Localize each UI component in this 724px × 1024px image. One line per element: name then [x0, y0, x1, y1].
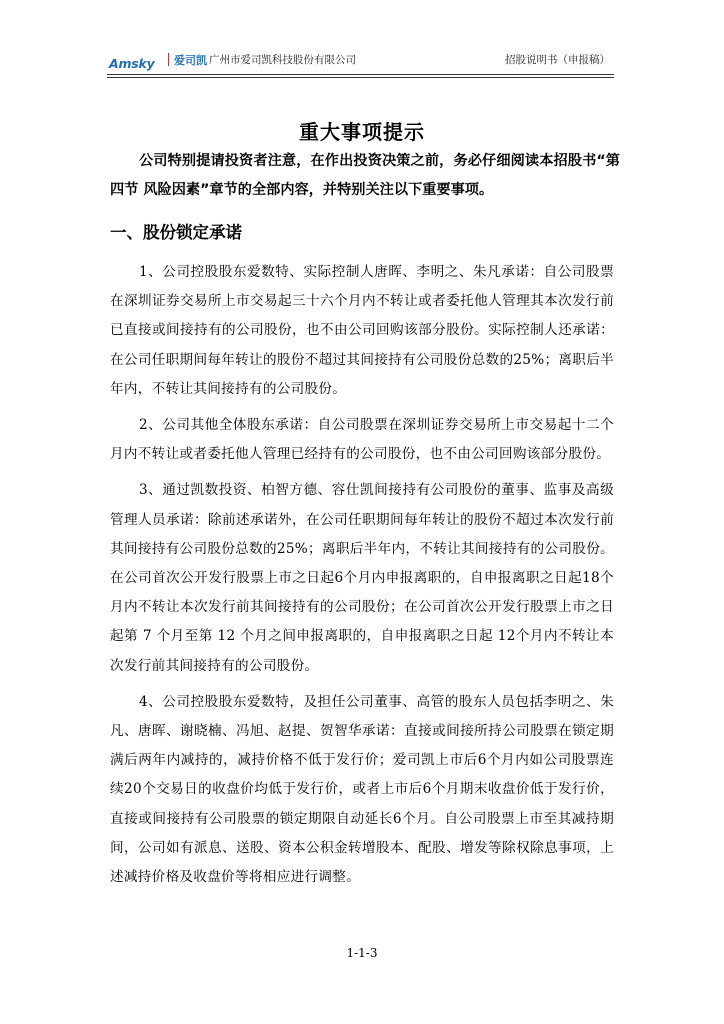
logo-text: Amsky	[109, 56, 155, 71]
section-heading: 一、股份锁定承诺	[110, 223, 242, 242]
page-title: 重大事项提示	[299, 120, 425, 145]
paragraph-3: 3、通过凯数投资、柏智方德、容仕凯间接持有公司股份的董事、监事及高级管理人员承诺：除前述承诺外，在公司任职期间每年转让的股份不超过本次发行前其间接持有公司股份总数的25%；离职后半年内，不转让其间接持有的公司股份。在公司首次公开发行股票上市之日起6个月内申报离职的，自申报离职之日起18个月内不转让本次发行前其间接持有的公司股份；在公司首次公开发行股票上市之日起第 7 个月至第 12 个月之间申报离职的，自申报离职之日起 12个月内不转让本次发行前其间接持有的公司股份。	[110, 482, 614, 674]
paragraph-1: 1、公司控股股东爱数特、实际控制人唐晖、李明之、朱凡承诺：自公司股票在深圳证券交易所上市交易起三十六个月内不转让或者委托他人管理其本次发行前已直接或间接持有的公司股份，也不由公司回购该部分股份。实际控制人还承诺：在公司任职期间每年转让的股份不超过其间接持有公司股份总数的25%；离职后半年内，不转让其间接持有的公司股份。	[110, 264, 614, 397]
page-header	[107, 45, 614, 75]
paragraph-4: 4、公司控股股东爱数特，及担任公司董事、高管的股东人员包括李明之、朱凡、唐晖、谢晓楠、冯旭、赵提、贺智华承诺：直接或间接所持公司股票在锁定期满后两年内减持的，减持价格不低于发行价；爱司凯上市后6个月内如公司股票连续20个交易日的收盘价均低于发行价，或者上市后6个月期末收盘价低于发行价，直接或间接持有公司股票的锁定期限自动延长6个月。自公司股票上市至其减持期间，公司如有派息、送股、资本公积金转增股本、配股、增发等除权除息事项，上述减持价格及收盘价等将相应进行调整。	[110, 693, 614, 886]
section-body	[110, 258, 614, 899]
amsky-logo	[107, 51, 163, 69]
page-number: 1-1-3	[346, 946, 378, 960]
header-rule	[107, 74, 614, 75]
document-title: 招股说明书（申报稿）	[505, 54, 610, 66]
intro-paragraph: 公司特别提请投资者注意，在作出投资决策之前，务必仔细阅读本招股书“第四节 风险因素”章节的全部内容，并特别关注以下重要事项。	[110, 153, 620, 198]
paragraph-2: 2、公司其他全体股东承诺：自公司股票在深圳证券交易所上市交易起十二个月内不转让或者委托他人管理已经持有的公司股份，也不由公司回购该部分股份。	[110, 417, 614, 463]
brand-chinese-name: 爱司凯	[174, 54, 207, 67]
logo-divider	[168, 53, 169, 66]
company-name: 广州市爱司凯科技股份有限公司	[209, 54, 356, 66]
header-rule-thin	[107, 77, 614, 78]
